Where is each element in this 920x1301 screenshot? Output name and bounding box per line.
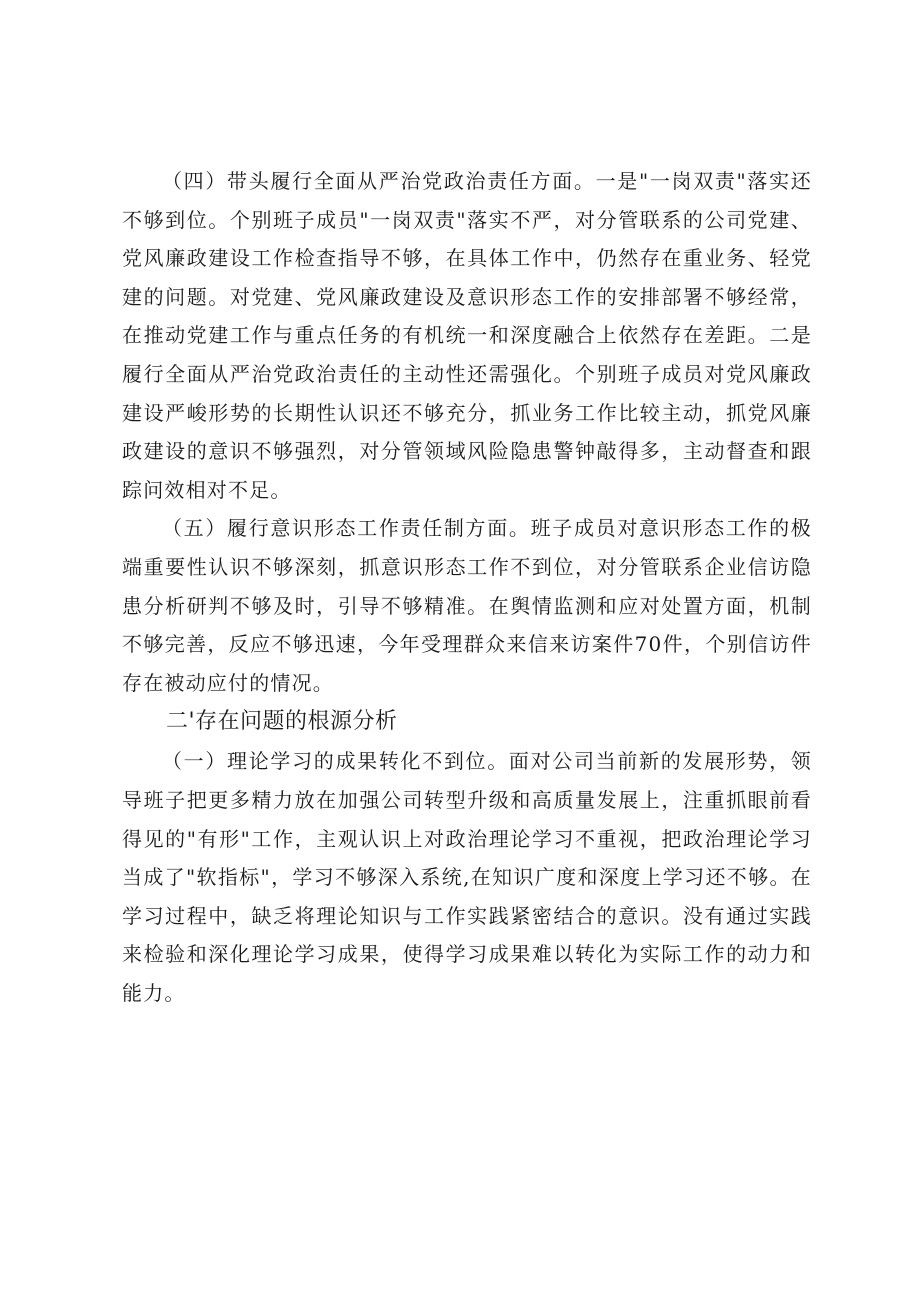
- paragraph-section-4: （四）带头履行全面从严治党政治责任方面。一是"一岗双责"落实还不够到位。个别班子成员"一岗双责"落实不严，对分管联系的公司党建、党风廉政建设工作检查指导不够，在具体工作中，仍然存在重业务、轻党建的问题。对党建、党风廉政建设及意识形态工作的安排部署不够经常，在推动党建工作与重点任务的有机统一和深度融合上依然存在差距。二是履行全面从严治党政治责任的主动性还需强化。个别班子成员对党风廉政建设严峻形势的长期性认识还不够充分，抓业务工作比较主动，抓党风廉政建设的意识不够强烈，对分管领域风险隐患警钟敲得多，主动督查和跟踪问效相对不足。: [122, 169, 812, 502]
- section-heading-root-cause-analysis: 二'存在问题的根源分析: [166, 709, 398, 735]
- paragraph-section-5: （五）履行意识形态工作责任制方面。班子成员对意识形态工作的极端重要性认识不够深刻，抓意识形态工作不到位，对分管联系企业信访隐患分析研判不够及时，引导不够精准。在舆情监测和应对处置方面，机制不够完善，反应不够迅速，今年受理群众来信来访案件70件，个别信访件存在被动应付的情况。: [122, 516, 812, 695]
- paragraph-root-cause-1: （一）理论学习的成果转化不到位。面对公司当前新的发展形势，领导班子把更多精力放在加强公司转型升级和高质量发展上，注重抓眼前看得见的"有形"工作，主观认识上对政治理论学习不重视，把政治理论学习当成了"软指标"，学习不够深入系统,在知识广度和深度上学习还不够。在学习过程中，缺乏将理论知识与工作实践紧密结合的意识。没有通过实践来检验和深化理论学习成果，使得学习成果难以转化为实际工作的动力和能力。: [122, 749, 812, 1005]
- document-body: [122, 162, 812, 1012]
